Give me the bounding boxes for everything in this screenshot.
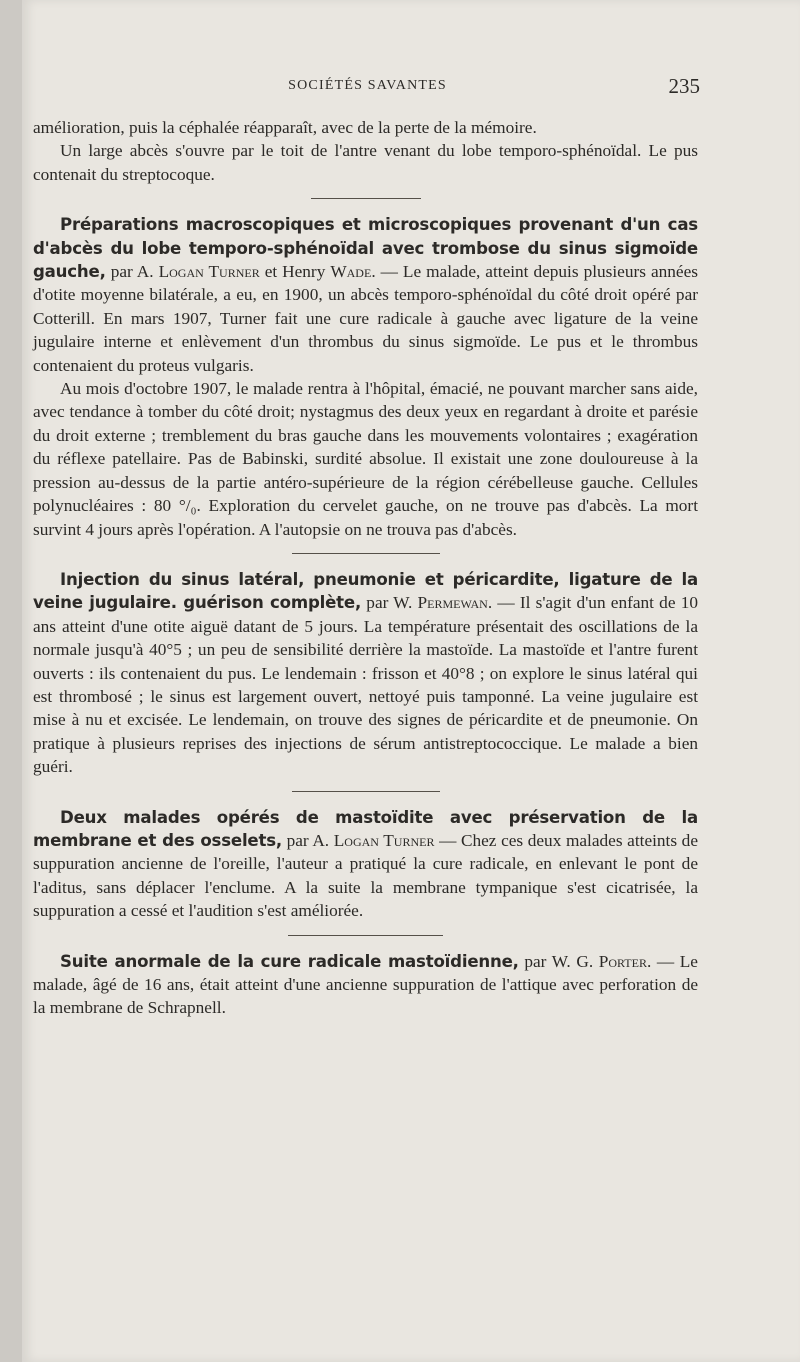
article-title: Deux malades opérés de mastoïdite avec préservation de la membrane et des osselets, <box>33 807 698 850</box>
intro-paragraph: amélioration, puis la céphalée réapparaît, avec de la perte de la mémoire. <box>33 118 537 137</box>
article-paragraph <box>33 213 698 377</box>
author-name: Porter <box>598 951 647 971</box>
author-name: Permewan <box>417 593 488 613</box>
article-mastoiditis-preservation <box>33 806 698 923</box>
article-text: . — Le malade, âgé de 16 ans, était atteint d'une ancienne suppuration de l'attique avec perforation de la membrane de Schrapnell. <box>33 951 698 1018</box>
article-text: . — Il s'agit d'un enfant de 10 ans atteint d'une otite aiguë datant de 5 jours. La température présentait des oscillations de la normale jusqu'à 40°5 ; un peu de sensibilité derrière la mastoïde. La mastoïde et l'antre furent ouverts : ils contenaient du pus. Le lendemain : frisson et 40°8 ; on explore le sinus latéral qui est thrombosé ; le sinus est largement ouvert, nettoyé puis tamponné. La veine jugulaire est mise à nu et excisée. Le lendemain, on trouve des signes de péricardite et de pneumonie. On pratique à plusieurs reprises des injections de sérum antistreptococcique. Le malade a bien guéri. <box>33 593 698 777</box>
page-number: 235 <box>668 74 700 98</box>
article-paragraph <box>33 950 698 1020</box>
article-paragraph <box>33 568 698 779</box>
article-text: . — Le malade, atteint depuis plusieurs années d'otite moyenne bilatérale, a eu, en 1900, un abcès temporo-sphénoïdal du côté droit opéré par Cotterill. En mars 1907, Turner fait une cure radicale à gauche avec ligature de la veine jugulaire interne et enlèvement d'un thrombus du sinus sigmoïde. Le pus et le thrombus contenaient du proteus vulgaris. <box>33 262 698 375</box>
author-name: Wade <box>330 262 372 282</box>
article-paragraph: Au mois d'octobre 1907, le malade rentra à l'hôpital, émacié, ne pouvant marcher sans aide, avec tendance à tomber du côté droit; nystagmus des deux yeux en regardant à droite et parésie du droit externe ; tremblement du bras gauche dans les mouvements volontaires ; exagération du réflexe patellaire. Pas de Babinski, surdité absolue. Il existait une zone douloureuse à la pression au-dessus de la partie antéro-supérieure de la région cérébelleuse gauche. Cellules polynucléaires : 80 °/₀. Exploration du cervelet gauche, on ne trouve pas d'abcès. La mort survint 4 jours après l'opération. A l'autopsie on ne trouva pas d'abcès. <box>33 379 698 539</box>
section-divider <box>292 791 440 792</box>
section-divider <box>288 935 443 936</box>
article-title: Préparations macroscopiques et microscopiques provenant d'un cas d'abcès du lobe temporo-sphénoïdal avec trombose du sinus sigmoïde gauche, <box>33 215 698 282</box>
author-name: Logan Turner <box>158 262 260 282</box>
byline: par A. <box>286 830 330 850</box>
article-title: Injection du sinus latéral, pneumonie et péricardite, ligature de la veine jugulaire. guérison complète, <box>33 569 698 613</box>
page-body <box>33 116 698 1020</box>
article-macroscopic-preparations <box>33 213 698 541</box>
article-abnormal-radical-cure <box>33 950 698 1020</box>
intro-paragraph: Un large abcès s'ouvre par le toit de l'antre venant du lobe temporo-sphénoïdal. Le pus contenait du streptocoque. <box>33 141 698 184</box>
running-title: SOCIÉTÉS SAVANTES <box>288 78 447 93</box>
author-name: Logan Turner <box>333 830 435 850</box>
article-text: — Chez ces deux malades atteints de suppuration ancienne de l'oreille, l'auteur a pratiqué la cure radicale, en enlevant le pont de l'aditus, sans déplacer l'enclume. A la suite la membrane tympanique s'est cicatrisée, la suppuration a cessé et l'audition s'est améliorée. <box>33 830 698 921</box>
byline-conjunction: et Henry <box>264 262 326 282</box>
article-title: Suite anormale de la cure radicale mastoïdienne, <box>60 951 519 971</box>
byline: par W. <box>366 593 413 613</box>
section-divider <box>311 198 421 199</box>
section-divider <box>292 553 440 554</box>
page-header <box>0 74 800 98</box>
byline: par W. G. <box>524 951 594 971</box>
article-paragraph <box>33 806 698 923</box>
byline: par A. <box>110 262 154 282</box>
article-lateral-sinus-injection <box>33 568 698 779</box>
